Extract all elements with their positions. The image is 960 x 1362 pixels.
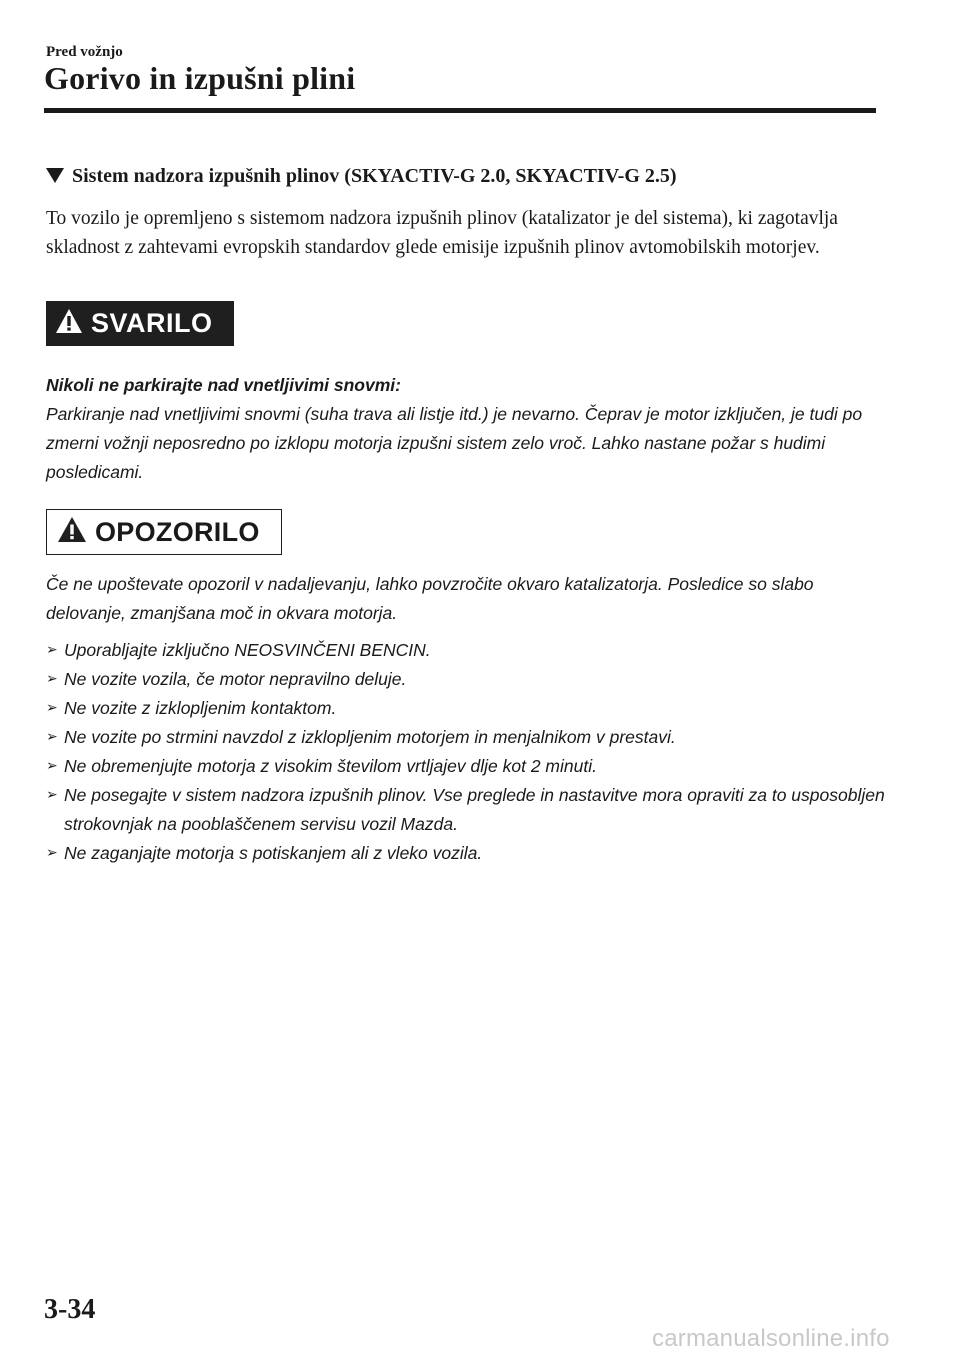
list-item — [46, 694, 886, 723]
arrow-bullet-icon: ➢ — [46, 671, 58, 687]
arrow-bullet-icon: ➢ — [46, 787, 58, 803]
arrow-bullet-icon: ➢ — [46, 642, 58, 658]
page-number: 3-34 — [44, 1294, 96, 1325]
list-item-text: Ne obremenjujte motorja z visokim številom vrtljajev dlje kot 2 minuti. — [64, 756, 597, 776]
list-item-text: Ne posegajte v sistem nadzora izpušnih plinov. Vse preglede in nastavitve mora opraviti za to usposobljen strokovnjak na pooblaščenem servisu vozil Mazda. — [64, 785, 885, 834]
warning-triangle-icon — [55, 308, 83, 339]
breadcrumb: Pred vožnjo — [46, 44, 123, 60]
arrow-bullet-icon: ➢ — [46, 758, 58, 774]
list-item-text: Ne zaganjajte motorja s potiskanjem ali z vleko vozila. — [64, 843, 483, 863]
list-item-text: Ne vozite vozila, če motor nepravilno deluje. — [64, 669, 407, 689]
list-item-text: Uporabljajte izključno NEOSVINČENI BENCIN. — [64, 640, 431, 660]
watermark: carmanualsonline.info — [652, 1325, 890, 1352]
title-divider — [44, 108, 876, 113]
list-item — [46, 781, 886, 839]
list-item — [46, 752, 886, 781]
caution-triangle-icon — [57, 516, 87, 548]
list-item-text: Ne vozite z izklopljenim kontaktom. — [64, 698, 337, 718]
caution-label: OPOZORILO — [95, 516, 260, 547]
intro-paragraph: To vozilo je opremljeno s sistemom nadzora izpušnih plinov (katalizator je del sistema), ki zagotavlja skladnost z zahtevami evropskih standardov glede emisije izpušnih plinov avtomobilskih motorjev. — [46, 208, 838, 258]
page-title: Gorivo in izpušni plini — [44, 60, 356, 96]
arrow-bullet-icon: ➢ — [46, 700, 58, 716]
caution-banner — [46, 509, 282, 555]
warning-body: Parkiranje nad vnetljivimi snovmi (suha trava ali listje itd.) je nevarno. Čeprav je motor izključen, je tudi po zmerni vožnji neposredno po izklopu motorja izpušni sistem zelo vroč. Lahko nastane požar s hudimi posledicami. — [46, 404, 863, 482]
caution-body: Če ne upoštevate opozoril v nadaljevanju, lahko povzročite okvaro katalizatorja. Posledice so slabo delovanje, zmanjšana moč in okvara motorja. — [46, 574, 814, 623]
arrow-bullet-icon: ➢ — [46, 729, 58, 745]
warning-label: SVARILO — [91, 308, 213, 338]
arrow-bullet-icon: ➢ — [46, 845, 58, 861]
section-heading — [46, 165, 677, 188]
section-heading-text: Sistem nadzora izpušnih plinov (SKYACTIV-G 2.0, SKYACTIV-G 2.5) — [72, 165, 677, 187]
warning-title: Nikoli ne parkirajte nad vnetljivimi snovmi: — [46, 375, 401, 395]
caution-list — [46, 636, 886, 868]
list-item — [46, 636, 886, 665]
list-item — [46, 665, 886, 694]
list-item-text: Ne vozite po strmini navzdol z izklopljenim motorjem in menjalnikom v prestavi. — [64, 727, 676, 747]
triangle-bullet-icon — [46, 168, 64, 183]
warning-banner — [46, 301, 234, 346]
list-item — [46, 723, 886, 752]
list-item — [46, 839, 886, 868]
